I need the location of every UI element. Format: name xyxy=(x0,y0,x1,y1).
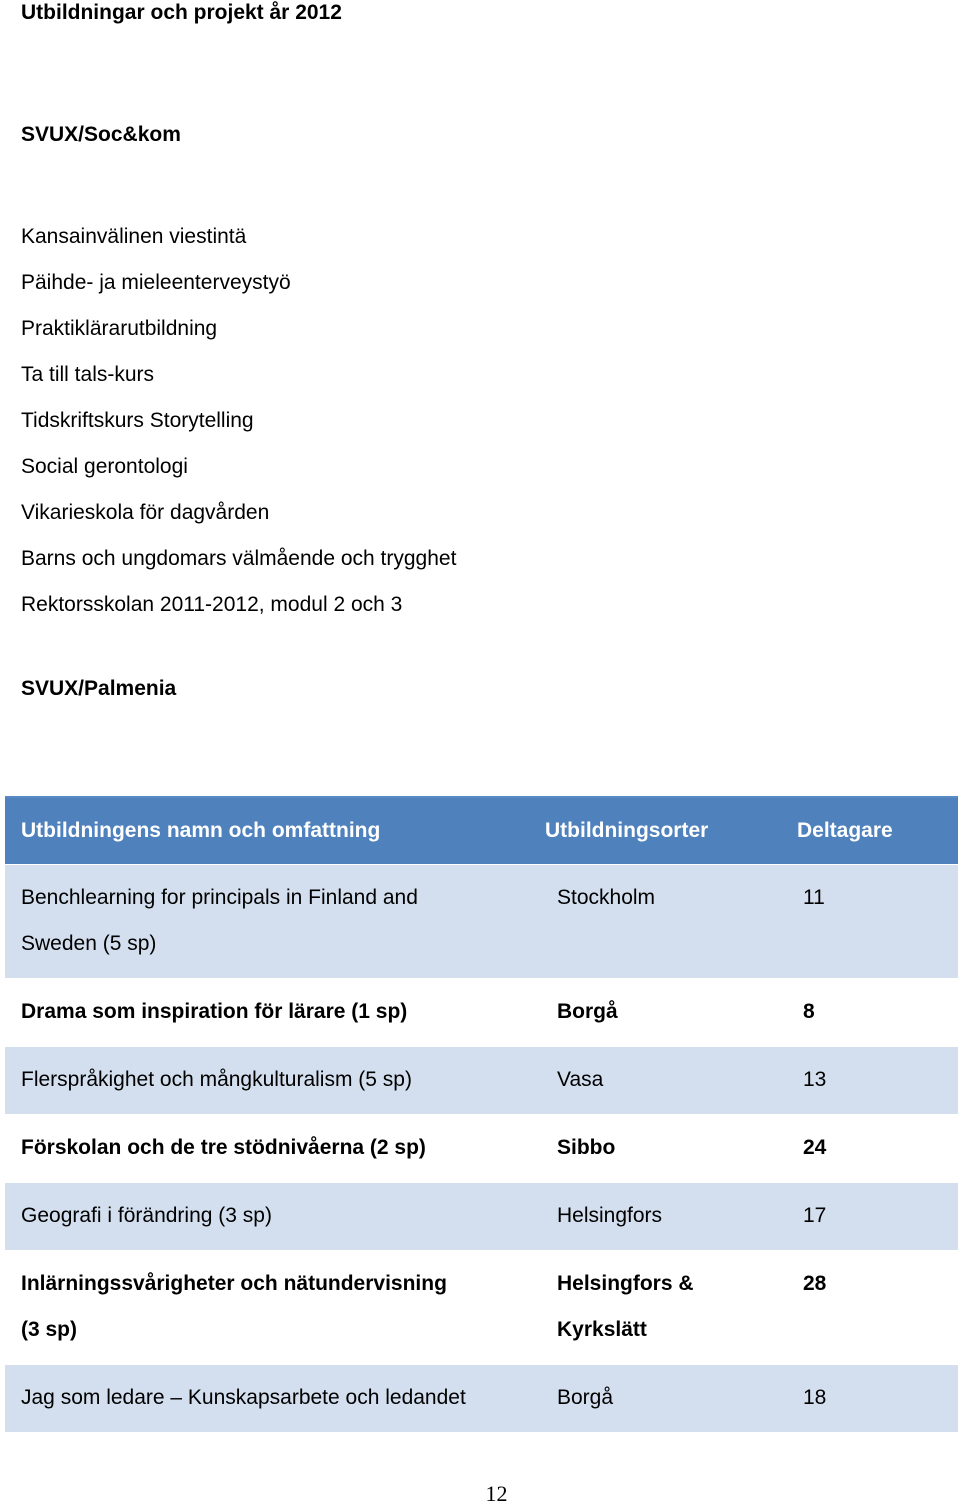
list-item: Päihde- ja mieleenterveystyö xyxy=(21,271,291,294)
course-name: Flerspråkighet och mångkulturalism (5 sp) xyxy=(5,1047,525,1115)
column-header-name: Utbildningens namn och omfattning xyxy=(5,797,525,865)
table-header-row xyxy=(5,797,958,865)
document-title: Utbildningar och projekt år 2012 xyxy=(21,1,342,24)
course-name-cell xyxy=(5,865,525,979)
course-participants: 13 xyxy=(771,1047,958,1115)
list-item: Kansainvälinen viestintä xyxy=(21,225,247,248)
list-item: Vikarieskola för dagvården xyxy=(21,501,270,524)
list-item: Rektorsskolan 2011-2012, modul 2 och 3 xyxy=(21,593,403,616)
course-location: Borgå xyxy=(525,979,771,1047)
course-location: Helsingfors xyxy=(525,1183,771,1251)
course-name: Benchlearning for principals in Finland and xyxy=(21,886,418,909)
course-list xyxy=(21,214,456,628)
table-row xyxy=(5,1251,958,1365)
table-row xyxy=(5,1365,958,1433)
column-header-participants: Deltagare xyxy=(771,797,958,865)
course-name: Förskolan och de tre stödnivåerna (2 sp) xyxy=(5,1115,525,1183)
list-item: Barns och ungdomars välmående och trygghet xyxy=(21,547,457,570)
page-number: 12 xyxy=(485,1481,508,1506)
table-row xyxy=(5,865,958,979)
list-item: Tidskriftskurs Storytelling xyxy=(21,409,254,432)
section-heading-palmenia: SVUX/Palmenia xyxy=(21,677,177,700)
table-row xyxy=(5,1115,958,1183)
list-item: Ta till tals-kurs xyxy=(21,363,155,386)
course-location-cell xyxy=(525,1251,771,1365)
table-row xyxy=(5,1047,958,1115)
course-participants: 28 xyxy=(771,1251,958,1365)
course-name: Jag som ledare – Kunskapsarbete och ledandet xyxy=(5,1365,525,1433)
course-participants: 17 xyxy=(771,1183,958,1251)
course-name: Drama som inspiration för lärare (1 sp) xyxy=(5,979,525,1047)
section-heading-soc-kom: SVUX/Soc&kom xyxy=(21,123,181,146)
list-item: Praktiklärarutbildning xyxy=(21,317,218,340)
course-participants: 18 xyxy=(771,1365,958,1433)
course-name: Inlärningssvårigheter och nätundervisning xyxy=(21,1272,447,1295)
course-location-cont: Kyrkslätt xyxy=(557,1318,647,1341)
list-item: Social gerontologi xyxy=(21,455,188,478)
table-row xyxy=(5,1183,958,1251)
course-location: Stockholm xyxy=(525,865,771,979)
course-location: Sibbo xyxy=(525,1115,771,1183)
course-participants: 24 xyxy=(771,1115,958,1183)
education-table xyxy=(5,796,958,1432)
course-location: Helsingfors & xyxy=(557,1272,694,1295)
course-name: Geografi i förändring (3 sp) xyxy=(5,1183,525,1251)
course-name-cont: (3 sp) xyxy=(21,1318,78,1341)
course-location: Borgå xyxy=(525,1365,771,1433)
course-participants: 8 xyxy=(771,979,958,1047)
course-name-cont: Sweden (5 sp) xyxy=(21,932,157,955)
course-location: Vasa xyxy=(525,1047,771,1115)
course-name-cell xyxy=(5,1251,525,1365)
column-header-location: Utbildningsorter xyxy=(525,797,771,865)
table-row xyxy=(5,979,958,1047)
course-participants: 11 xyxy=(771,865,958,979)
